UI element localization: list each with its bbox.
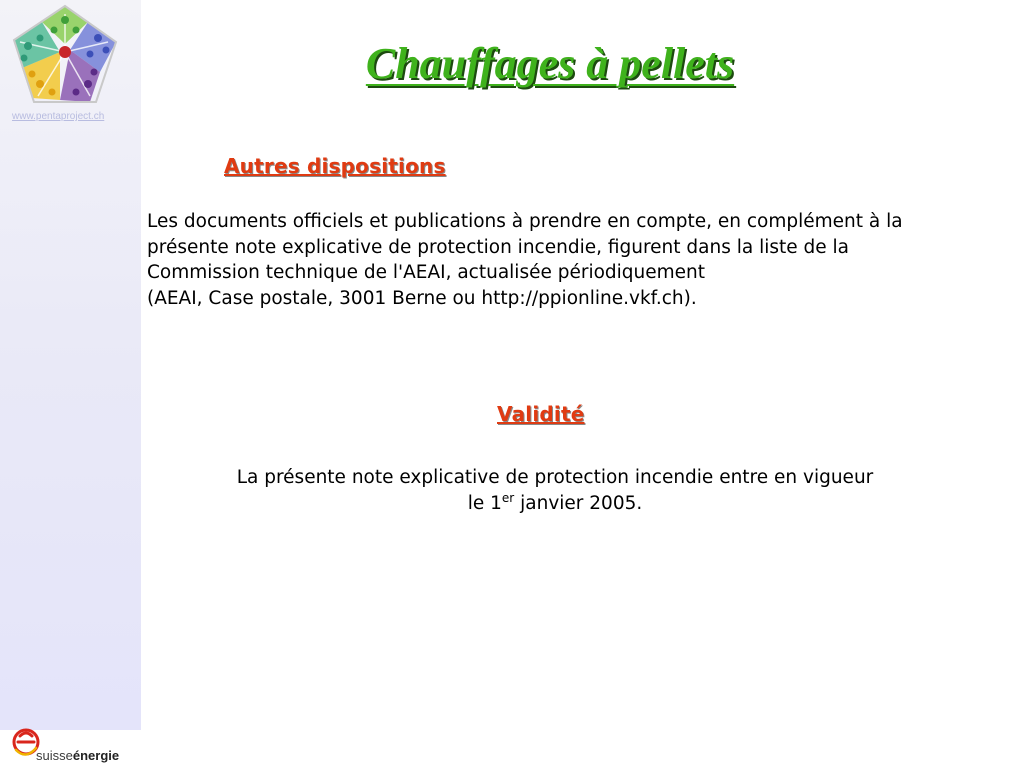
paragraph-line: présente note explicative de protection incendie, figurent dans la liste de la bbox=[147, 236, 850, 258]
section-heading-autres-dispositions: Autres dispositions bbox=[224, 154, 446, 178]
paragraph-line: La présente note explicative de protection incendie entre en vigueur bbox=[236, 467, 874, 488]
paragraph-line-date bbox=[180, 491, 930, 519]
footer-brand-prefix: suisse bbox=[36, 748, 73, 763]
sidebar bbox=[0, 0, 141, 730]
website-link[interactable]: www.pentaproject.ch bbox=[12, 111, 105, 122]
footer-brand-bold: énergie bbox=[72, 748, 120, 763]
footer-brand bbox=[36, 748, 119, 763]
paragraph-line: Commission technique de l'AEAI, actualisée périodiquement bbox=[147, 262, 706, 283]
paragraph-line: (AEAI, Case postale, 3001 Berne ou http://ppionline.vkf.ch). bbox=[147, 287, 697, 309]
page-title: Chauffages à pellets bbox=[365, 39, 735, 88]
section-heading-validite: Validité bbox=[497, 402, 585, 426]
paragraph-line: Les documents officiels et publications à prendre en compte, en complément à la bbox=[147, 211, 903, 232]
penta-logo-icon bbox=[10, 2, 120, 106]
date-prefix: le 1 bbox=[467, 492, 502, 514]
paragraph-validite bbox=[180, 465, 930, 518]
paragraph-autres-dispositions bbox=[147, 209, 1017, 311]
ordinal-superscript: er bbox=[501, 490, 515, 505]
date-suffix: janvier 2005. bbox=[514, 492, 643, 514]
